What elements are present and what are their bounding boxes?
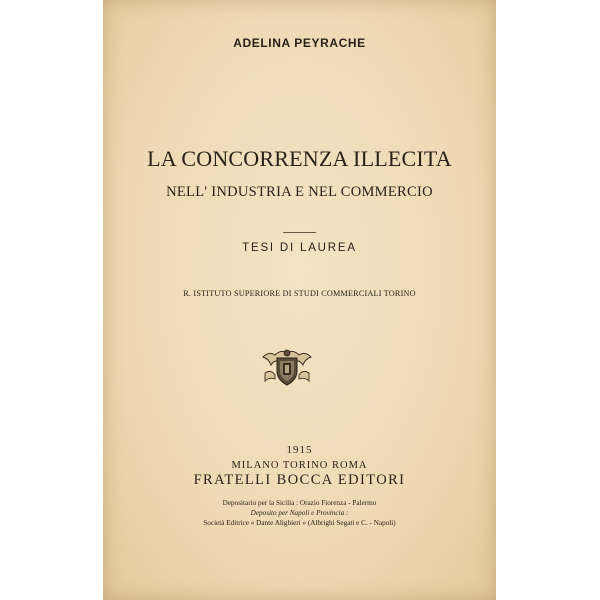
book-subtitle: NELL' INDUSTRIA E NEL COMMERCIO <box>166 184 433 200</box>
publisher-name: FRATELLI BOCCA EDITORI <box>193 472 406 488</box>
publication-year: 1915 <box>286 444 313 456</box>
author-name: ADELINA PEYRACHE <box>233 36 366 50</box>
thesis-label: TESI DI LAUREA <box>242 242 357 254</box>
depositary-line-3: Società Editrice « Dante Alighieri » (Albrighi Segati e C. - Napoli) <box>203 519 396 527</box>
title-page <box>103 0 496 600</box>
book-title: LA CONCORRENZA ILLECITA <box>147 146 452 171</box>
divider-rule <box>283 232 316 233</box>
publication-cities: MILANO TORINO ROMA <box>231 460 368 471</box>
depositary-line-1: Depositario per la Sicilia : Orazio Fiorenza - Palermo <box>222 499 377 507</box>
publisher-shield-emblem <box>261 345 313 387</box>
institute-name: R. ISTITUTO SUPERIORE DI STUDI COMMERCIALI TORINO <box>183 289 416 298</box>
depositary-line-2: Deposito per Napoli e Provincia : <box>250 509 349 517</box>
